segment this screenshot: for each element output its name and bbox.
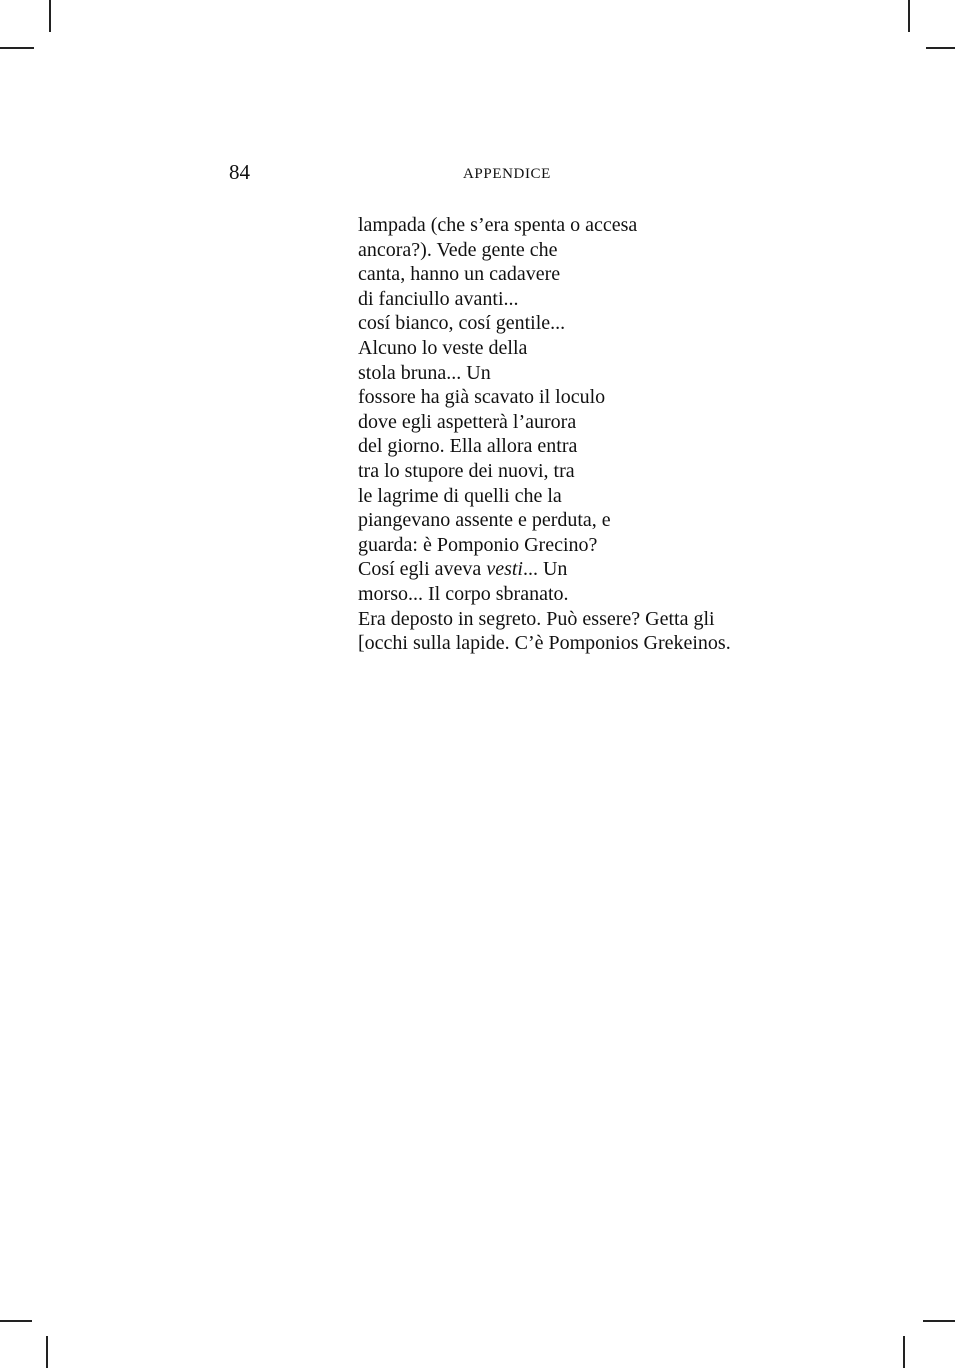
text-line: canta, hanno un cadavere [358,263,561,286]
page-number: 84 [229,160,250,184]
crop-mark-top-right-horizontal [926,47,955,49]
running-head: APPENDICE [463,166,551,182]
text-line: fossore ha già scavato il loculo [358,386,606,409]
text-line: dove egli aspetterà l’aurora [358,410,577,433]
text-line: lampada (che s’era spenta o accesa [358,214,638,236]
crop-mark-top-left-horizontal [0,47,34,49]
text-line-with-italic [358,557,918,582]
crop-mark-top-right-vertical [908,0,910,32]
text-segment: ... Un [522,558,568,581]
text-line: morso... Il corpo sbranato. [358,582,569,605]
text-line: tra lo stupore dei nuovi, tra [358,459,575,482]
text-line: di fanciullo avanti... [358,287,519,310]
text-line: piangevano assente e perduta, e [358,509,611,532]
text-line: guarda: è Pomponio Grecino? [358,533,598,556]
text-line: Era deposto in segreto. Può essere? Getta gli [358,607,715,630]
text-segment: Cosí egli aveva [358,558,482,581]
italic-word: vesti [486,558,523,581]
text-line: del giorno. Ella allora entra [358,435,578,458]
text-line: stola bruna... Un [358,361,491,384]
crop-mark-bottom-left-vertical [46,1336,48,1368]
text-line: le lagrime di quelli che la [358,484,562,507]
text-line: cosí bianco, cosí gentile... [358,312,566,335]
text-line: Alcuno lo veste della [358,336,528,359]
crop-mark-bottom-right-vertical [903,1336,905,1368]
text-line: ancora?). Vede gente che [358,238,558,261]
crop-mark-bottom-left-horizontal [0,1320,32,1322]
body-text [358,213,918,656]
text-line: [occhi sulla lapide. C’è Pomponios Grekeinos. [358,632,731,655]
crop-mark-bottom-right-horizontal [923,1320,955,1322]
crop-mark-top-left-vertical [49,0,51,32]
